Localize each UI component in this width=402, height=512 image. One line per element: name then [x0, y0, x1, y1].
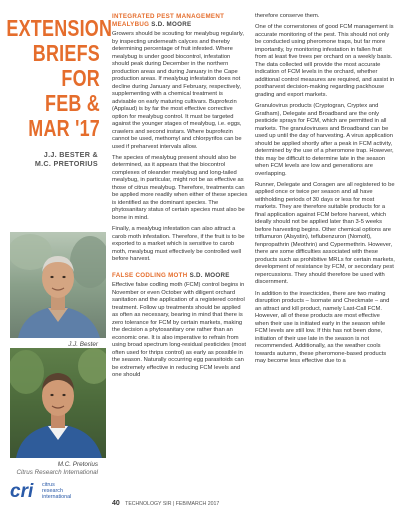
paragraph: therefore conserve them.	[255, 13, 320, 19]
page-number: 40	[112, 500, 120, 507]
section-heading-text: MEALYBUG	[112, 20, 150, 28]
author-photo-pretorius	[10, 348, 106, 458]
section-heading-mealybug	[112, 21, 248, 29]
caption-name: J.J. Bester	[68, 341, 98, 348]
portrait-image	[10, 348, 106, 458]
author-line: J.J. BESTER &	[43, 150, 98, 159]
title-line: BRIEFS	[32, 40, 100, 66]
section-heading-text: FALSE CODLING MOTH	[112, 271, 188, 279]
sidebar	[0, 0, 113, 512]
article-column-middle	[112, 0, 248, 383]
section-body-mealybug	[112, 31, 248, 264]
paragraph: Runner, Delegate and Coragen are all registered to be applied once or twice per season and all have withholding periods of 30 days or less for most markets. They are therefore suitable products for a final application against FCM before harvest, which ideally should not be applied later than 3-5 weeks before harvesting begins. Other chemical options are triflumuron (Alsystin), teflubenzuron (Nomolt), fenpropathrin (Meothrin) and Cypermethrin. However, there are some difficulties associated with these products such as prohibitive MRLs for certain markets, development of resistance by FCM, or secondary pest repercussions. They should therefore be used with discernment.	[255, 181, 395, 286]
author-line: M.C. PRETORIUS	[34, 159, 98, 168]
section-body-fcm	[112, 282, 248, 380]
paragraph: In addition to the insecticides, there are two mating disruption products – Isomate and Checkmate – and an attract and kill product, namely Last-Call FCM. However, all of these products are most effective when their use is initiated early in the season while FCM levels are still low. If this has not been done, initiation of their use late in the season is not recommended. Additionally, as the weather cools towards autumn, these pheromone-based products may become less effective due to a	[255, 290, 390, 365]
logo-text-line: research	[42, 488, 63, 494]
photo-caption-pretorius	[0, 461, 98, 476]
publication-info: TECHNOLOGY SIR | FEB/MARCH 2017	[125, 501, 220, 507]
paragraph: Finally, a mealybug infestation can also attract a carob moth infestation. Therefore, if the fruit is to be exported to a market which is sensitive to carob moth, mealybug must effectively be controlled well before harvest.	[112, 226, 245, 263]
paragraph: One of the cornerstones of good FCM management is accurate monitoring of the pest. This should not only be conducted using pheromone traps, but far more importantly, by monitoring infestation in fallen fruit from at least five trees per orchard on a weekly basis. The data collected will provide the most accurate indication of FCM levels in the orchard, whether additional control measures are required, and assist in postharvest decision-making regarding packhouse grading and export markets.	[255, 24, 395, 98]
title-line: EXTENSION	[6, 15, 113, 41]
authors-byline	[0, 150, 98, 168]
brief-title	[0, 15, 113, 141]
author-photo-bester	[10, 232, 106, 338]
title-line: MAR '17	[28, 115, 101, 141]
cri-logo-mark	[8, 478, 98, 502]
caption-name: M.C. Pretorius	[57, 461, 98, 468]
logo-text-line: citrus	[42, 482, 55, 488]
section-category: INTEGRATED PEST MANAGEMENT	[112, 13, 225, 20]
title-line: FEB &	[45, 90, 100, 116]
logo-letters: cri	[10, 481, 34, 502]
section-body-fcm-continued	[255, 13, 395, 366]
article-column-right	[255, 0, 395, 369]
logo-text-line: international	[42, 494, 72, 500]
page-footer	[112, 500, 272, 508]
section-author: S.D. MOORE	[189, 271, 230, 279]
title-line: FOR	[61, 65, 100, 91]
section-heading-fcm	[112, 272, 248, 280]
paragraph: Granulovirus products (Cryptogran, Cryptex and Gratham), Delegate and Broadband are the only pesticide sprays for FCM, which are permitted in all markets. The granuloviruses and Broadband can be used up until the day of harvesting. A virus application should be applied shortly after a peak in FCM activity, determined by the use of a pheromone trap. However, this may be difficult to determine late in the season when FCM levels are low and generations are overlapping.	[255, 103, 394, 177]
portrait-image	[10, 232, 106, 338]
paragraph: Effective false codling moth (FCM) control begins in November or even October with diligent orchard sanitation and the application of a registered control treatment. Follow up treatments should be applied as often as necessary, bearing in mind that there is zero tolerance for FCM by certain markets, making the decision a phytosanitary one rather than an economic one. It is also imperative to refrain from using broad spectrum long-residual pesticides (most often used for thrips control) as early as possible in the season. Naturally occurring egg parasitoids can be extremely effective in reducing FCM levels and one should	[112, 282, 247, 379]
section-author: S.D. MOORE	[151, 20, 192, 28]
cri-logo	[8, 478, 98, 502]
paragraph: The species of mealybug present should also be determined, as it appears that the biocontrol complexes of oleander mealybug and long-tailed mealybug, in particular, might not be as effective as those of citrus mealybug. Therefore, treatments can be applied more readily when either of these species is identified as the dominant species. The phytosanitary status of certain species must also be borne in mind.	[112, 154, 248, 221]
caption-org: Citrus Research International	[16, 468, 98, 476]
paragraph: Growers should be scouting for mealybug regularly, by inspecting underneath calyces and thereby determining percentage of fruit infested. Where mealybug is under good biocontrol, infestation should peak during December in the northern production areas and during January in the Cape production areas. If mealybug infestation does not decline during January and February, respectively, supplementing with a chemical treatment is advisable on early maturing cultivars. Buprofezin (Applaud) is by far the most effective corrective option for mealybug control. It must be targeted against the younger stages of mealybug, i.e. eggs, crawlers and second instars. Where buprofezin cannot be used, methomyl and chlorpyrifos can be used if preharvest intervals allow.	[112, 31, 244, 150]
